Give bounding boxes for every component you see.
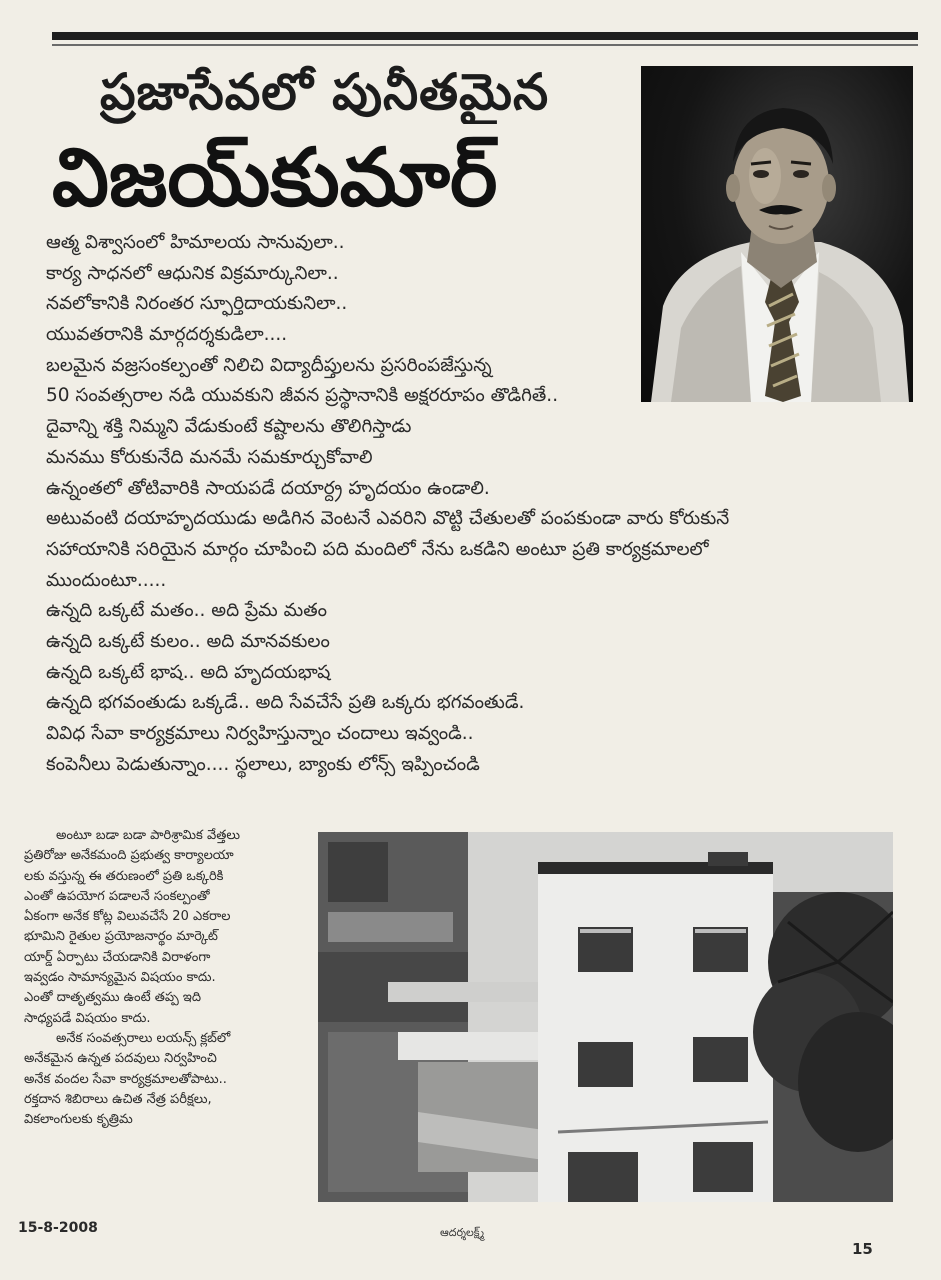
- poem-line: ఉన్నది ఒక్కటే కులం.. అది మానవకులం: [46, 630, 330, 652]
- issue-date: 15-8-2008: [18, 1220, 98, 1236]
- poem-line: ఆత్మ విశ్వాసంలో హిమాలయ సానువులా..: [46, 232, 345, 253]
- poem-line: ఉన్నది ఒక్కటే మతం.. అది ప్రేమ మతం: [46, 600, 327, 622]
- poem-line: నవలోకానికి నిరంతర స్ఫూర్తిదాయకునిలా..: [46, 293, 348, 315]
- top-rule-shadow: [52, 44, 918, 46]
- poem-line: కార్య సాధనలో ఆధునిక విక్రమార్కునిలా..: [46, 262, 339, 284]
- column-line: ఎంతో ఉపయోగ పడాలనే సంకల్పంతో: [24, 888, 210, 904]
- poem-line: ముందుంటూ.....: [46, 569, 167, 591]
- body-column: [24, 826, 312, 1130]
- column-line: ఎంతో దాతృత్వము ఉంటే తప్ప ఇది: [24, 990, 202, 1006]
- column-line: అనేకమైన ఉన్నత పదవులు నిర్వహించి: [24, 1051, 217, 1067]
- poem-line: దైవాన్ని శక్తి నిమ్మని వేడుకుంటే కష్టాలను తొలిగిస్తాడు: [46, 416, 412, 438]
- poem-line: కంపెనీలు పెడుతున్నాం.... స్థలాలు, బ్యాంకు లోన్స్ ఇప్పించండి: [46, 753, 480, 775]
- headline-line-2: విజయ్‌కుమార్: [52, 131, 498, 224]
- column-line: అంటూ బడా బడా పారిశ్రామిక వేత్తలు: [56, 828, 241, 843]
- column-line: ఏకంగా అనేక కోట్ల విలువచేసే 20 ఎకరాల: [24, 909, 231, 925]
- building-photo: [318, 832, 893, 1202]
- column-line: ఇవ్వడం సామాన్యమైన విషయం కాదు.: [24, 970, 216, 986]
- column-line: అనేక సంవత్సరాలు లయన్స్ క్లబ్‌లో: [56, 1030, 231, 1046]
- column-line: ప్రతిరోజు అనేకమంది ప్రభుత్వ కార్యాలయా: [24, 848, 234, 864]
- poem-line: అటువంటి దయాహృదయుడు అడిగిన వెంటనే ఎవరిని వొట్టి చేతులతో పంపకుండా వారు కోరుకునే: [46, 508, 730, 530]
- poem-line: ఉన్నది ఒక్కటే భాష.. అది హృదయభాష: [46, 661, 331, 683]
- poem-line: సహాయానికి సరియైన మార్గం చూపించి పది మందిలో నేను ఒకడిని అంటూ ప్రతి కార్యక్రమాలలో: [46, 538, 709, 560]
- top-rule: [52, 32, 918, 40]
- intro-poem: [46, 228, 926, 780]
- poem-line: ఉన్నది భగవంతుడు ఒక్కడే.. అది సేవచేసే ప్రతి ఒక్కరు భగవంతుడే.: [46, 692, 525, 714]
- page-number: 15: [852, 1240, 873, 1258]
- poem-line: వివిధ సేవా కార్యక్రమాలు నిర్వహిస్తున్నాం చందాలు ఇవ్వండి..: [46, 723, 474, 744]
- column-line: భూమిని రైతుల ప్రయోజనార్థం మార్కెట్: [24, 929, 218, 945]
- poem-line: 50 సంవత్సరాల నడి యువకుని జీవన ప్రస్థానానికి అక్షరరూపం తొడిగితే..: [46, 385, 559, 407]
- column-line: రక్తదాన శిబిరాలు ఉచిత నేత్ర పరీక్షలు,: [24, 1091, 212, 1107]
- column-line: లకు వస్తున్న ఈ తరుణంలో ప్రతి ఒక్కరికి: [24, 868, 224, 884]
- poem-line: బలమైన వజ్రసంకల్పంతో నిలిచి విద్యాదీప్తులను ప్రసరింపజేస్తున్న: [46, 354, 492, 376]
- column-line: వికలాంగులకు కృత్రిమ: [24, 1112, 133, 1128]
- headline-line-1: ప్రజాసేవలో పునీతమైన: [100, 63, 550, 121]
- poem-line: యువతరానికి మార్గదర్శకుడిలా....: [46, 324, 288, 346]
- poem-line: మనము కోరుకునేది మనమే సమకూర్చుకోవాలి: [46, 446, 373, 468]
- masthead: ఆదర్శలక్ష్మ్: [440, 1226, 485, 1239]
- column-line: యార్డ్ ఏర్పాటు చేయడానికి విరాళంగా: [24, 949, 211, 965]
- poem-line: ఉన్నంతలో తోటివారికి సాయపడే దయార్ద్ర హృదయం ఉండాలి.: [46, 477, 490, 499]
- column-line: సాధ్యపడే విషయం కాదు.: [24, 1010, 151, 1026]
- column-line: అనేక వందల సేవా కార్యక్రమాలతోపాటు..: [24, 1071, 227, 1087]
